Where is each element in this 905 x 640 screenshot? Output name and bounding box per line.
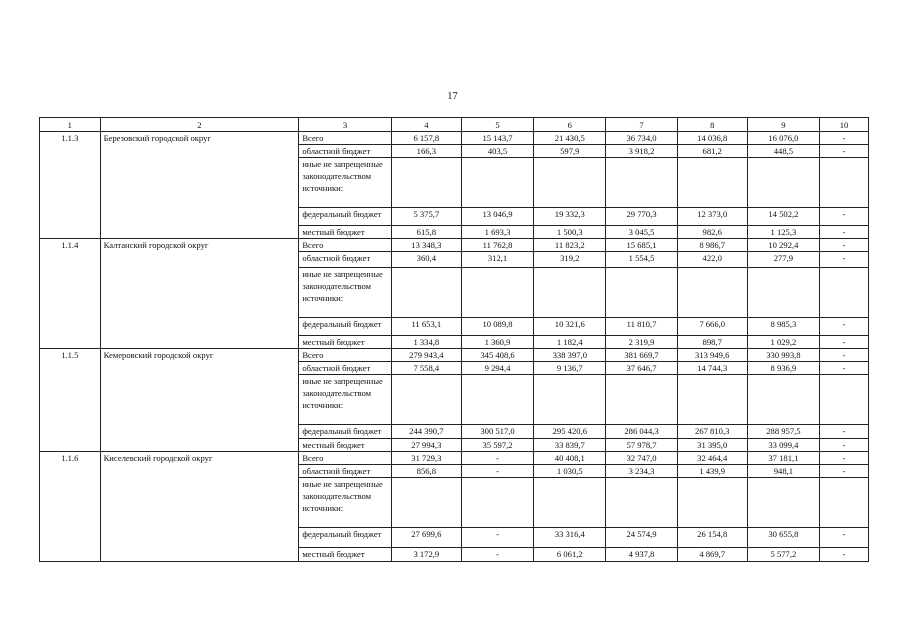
value-cell: 1 500,3 bbox=[534, 226, 606, 239]
header-cell: 9 bbox=[747, 118, 819, 132]
value-cell: 1 360,9 bbox=[461, 336, 533, 349]
value-cell: 19 332,3 bbox=[534, 208, 606, 226]
value-cell: 11 810,7 bbox=[606, 318, 677, 336]
value-cell: 448,5 bbox=[747, 145, 819, 158]
funding-source: местный бюджет bbox=[299, 336, 391, 349]
value-cell: 898,7 bbox=[677, 336, 747, 349]
value-cell: 36 734,0 bbox=[606, 132, 677, 145]
value-cell: 10 321,6 bbox=[534, 318, 606, 336]
section-number: 1.1.4 bbox=[40, 239, 101, 349]
value-cell: 26 154,8 bbox=[677, 528, 747, 548]
value-cell: - bbox=[461, 528, 533, 548]
value-cell: 277,9 bbox=[747, 252, 819, 268]
value-cell-col10: - bbox=[820, 239, 869, 252]
value-cell: 14 036,8 bbox=[677, 132, 747, 145]
funding-source: иные не запрещенные законодательством источники: bbox=[299, 268, 391, 318]
district-name: Калтанский городской округ bbox=[100, 239, 299, 349]
value-cell: 35 597,2 bbox=[461, 439, 533, 452]
value-cell: 3 172,9 bbox=[391, 548, 461, 562]
header-cell: 10 bbox=[820, 118, 869, 132]
value-cell: 1 334,8 bbox=[391, 336, 461, 349]
value-cell: 10 089,8 bbox=[461, 318, 533, 336]
value-cell: 24 574,9 bbox=[606, 528, 677, 548]
value-cell: 11 762,8 bbox=[461, 239, 533, 252]
value-cell: 3 045,5 bbox=[606, 226, 677, 239]
value-cell: 681,2 bbox=[677, 145, 747, 158]
value-cell: 27 994,3 bbox=[391, 439, 461, 452]
value-cell: 279 943,4 bbox=[391, 349, 461, 362]
value-cell: 33 839,7 bbox=[534, 439, 606, 452]
value-cell: 403,5 bbox=[461, 145, 533, 158]
value-cell: 57 978,7 bbox=[606, 439, 677, 452]
value-cell bbox=[534, 268, 606, 318]
value-cell: 1 439,9 bbox=[677, 465, 747, 478]
header-cell: 5 bbox=[461, 118, 533, 132]
value-cell-col10: - bbox=[820, 362, 869, 375]
value-cell: 295 420,6 bbox=[534, 425, 606, 439]
value-cell: 6 061,2 bbox=[534, 548, 606, 562]
district-name: Киселевский городской округ bbox=[100, 452, 299, 562]
value-cell: 13 348,3 bbox=[391, 239, 461, 252]
value-cell bbox=[677, 478, 747, 528]
value-cell: 37 181,1 bbox=[747, 452, 819, 465]
table-row bbox=[40, 132, 869, 145]
value-cell: 8 985,3 bbox=[747, 318, 819, 336]
value-cell bbox=[677, 268, 747, 318]
section-number: 1.1.5 bbox=[40, 349, 101, 452]
value-cell bbox=[606, 158, 677, 208]
funding-source: Всего bbox=[299, 132, 391, 145]
value-cell bbox=[391, 375, 461, 425]
value-cell bbox=[391, 158, 461, 208]
funding-source: федеральный бюджет bbox=[299, 208, 391, 226]
value-cell: 31 395,0 bbox=[677, 439, 747, 452]
value-cell: 12 373,0 bbox=[677, 208, 747, 226]
value-cell-col10: - bbox=[820, 226, 869, 239]
value-cell-col10: - bbox=[820, 528, 869, 548]
value-cell: - bbox=[461, 452, 533, 465]
value-cell: 33 316,4 bbox=[534, 528, 606, 548]
value-cell: 166,3 bbox=[391, 145, 461, 158]
funding-source: местный бюджет bbox=[299, 548, 391, 562]
funding-source: федеральный бюджет bbox=[299, 528, 391, 548]
value-cell-col10: - bbox=[820, 465, 869, 478]
value-cell: 948,1 bbox=[747, 465, 819, 478]
section-number: 1.1.3 bbox=[40, 132, 101, 239]
value-cell bbox=[677, 158, 747, 208]
funding-source: областной бюджет bbox=[299, 362, 391, 375]
value-cell: 13 046,9 bbox=[461, 208, 533, 226]
value-cell: 9 136,7 bbox=[534, 362, 606, 375]
value-cell: 21 430,5 bbox=[534, 132, 606, 145]
value-cell bbox=[461, 158, 533, 208]
value-cell-col10: - bbox=[820, 336, 869, 349]
value-cell: 1 030,5 bbox=[534, 465, 606, 478]
value-cell-col10: - bbox=[820, 145, 869, 158]
value-cell: 37 646,7 bbox=[606, 362, 677, 375]
value-cell: 5 577,2 bbox=[747, 548, 819, 562]
value-cell bbox=[606, 375, 677, 425]
value-cell bbox=[747, 268, 819, 318]
value-cell-col10: - bbox=[820, 349, 869, 362]
value-cell: 422,0 bbox=[677, 252, 747, 268]
value-cell: 27 699,6 bbox=[391, 528, 461, 548]
value-cell bbox=[461, 268, 533, 318]
value-cell: 345 408,6 bbox=[461, 349, 533, 362]
value-cell: 15 685,1 bbox=[606, 239, 677, 252]
page-number: 17 bbox=[447, 91, 458, 102]
value-cell bbox=[606, 478, 677, 528]
value-cell: 30 655,8 bbox=[747, 528, 819, 548]
value-cell: 32 464,4 bbox=[677, 452, 747, 465]
value-cell: 381 669,7 bbox=[606, 349, 677, 362]
value-cell: 244 390,7 bbox=[391, 425, 461, 439]
value-cell: 856,8 bbox=[391, 465, 461, 478]
header-cell: 4 bbox=[391, 118, 461, 132]
value-cell: 16 076,0 bbox=[747, 132, 819, 145]
value-cell: 31 729,3 bbox=[391, 452, 461, 465]
header-cell: 6 bbox=[534, 118, 606, 132]
value-cell-col10 bbox=[820, 268, 869, 318]
funding-source: иные не запрещенные законодательством источники: bbox=[299, 158, 391, 208]
value-cell: 982,6 bbox=[677, 226, 747, 239]
value-cell: 1 125,3 bbox=[747, 226, 819, 239]
value-cell: 1 554,5 bbox=[606, 252, 677, 268]
budget-table bbox=[39, 117, 869, 562]
value-cell bbox=[534, 375, 606, 425]
value-cell bbox=[534, 158, 606, 208]
value-cell: 14 744,3 bbox=[677, 362, 747, 375]
value-cell: 8 986,7 bbox=[677, 239, 747, 252]
funding-source: местный бюджет bbox=[299, 226, 391, 239]
value-cell: 29 770,3 bbox=[606, 208, 677, 226]
funding-source: федеральный бюджет bbox=[299, 425, 391, 439]
header-cell: 7 bbox=[606, 118, 677, 132]
funding-source: федеральный бюджет bbox=[299, 318, 391, 336]
value-cell bbox=[606, 268, 677, 318]
value-cell: 3 918,2 bbox=[606, 145, 677, 158]
value-cell: 1 029,2 bbox=[747, 336, 819, 349]
funding-source: иные не запрещенные законодательством источники: bbox=[299, 478, 391, 528]
value-cell: - bbox=[461, 465, 533, 478]
value-cell: 7 558,4 bbox=[391, 362, 461, 375]
value-cell bbox=[391, 268, 461, 318]
value-cell bbox=[677, 375, 747, 425]
value-cell-col10 bbox=[820, 158, 869, 208]
value-cell: 312,1 bbox=[461, 252, 533, 268]
value-cell: 4 937,8 bbox=[606, 548, 677, 562]
header-cell: 2 bbox=[100, 118, 299, 132]
value-cell: 1 693,3 bbox=[461, 226, 533, 239]
funding-source: областной бюджет bbox=[299, 145, 391, 158]
value-cell-col10: - bbox=[820, 132, 869, 145]
value-cell: 319,2 bbox=[534, 252, 606, 268]
value-cell-col10: - bbox=[820, 439, 869, 452]
value-cell bbox=[461, 375, 533, 425]
funding-source: областной бюджет bbox=[299, 252, 391, 268]
value-cell bbox=[534, 478, 606, 528]
header-row bbox=[40, 118, 869, 132]
value-cell: 338 397,0 bbox=[534, 349, 606, 362]
value-cell: 9 294,4 bbox=[461, 362, 533, 375]
value-cell-col10: - bbox=[820, 548, 869, 562]
value-cell: 3 234,3 bbox=[606, 465, 677, 478]
value-cell: 10 292,4 bbox=[747, 239, 819, 252]
value-cell: 14 502,2 bbox=[747, 208, 819, 226]
value-cell: 8 936,9 bbox=[747, 362, 819, 375]
district-name: Березовский городской округ bbox=[100, 132, 299, 239]
value-cell bbox=[747, 478, 819, 528]
funding-source: Всего bbox=[299, 349, 391, 362]
value-cell-col10: - bbox=[820, 452, 869, 465]
section-number: 1.1.6 bbox=[40, 452, 101, 562]
value-cell bbox=[747, 375, 819, 425]
table-row bbox=[40, 349, 869, 362]
funding-source: Всего bbox=[299, 452, 391, 465]
value-cell: 267 810,3 bbox=[677, 425, 747, 439]
value-cell: 32 747,0 bbox=[606, 452, 677, 465]
header-cell: 8 bbox=[677, 118, 747, 132]
value-cell: 300 517,0 bbox=[461, 425, 533, 439]
value-cell-col10 bbox=[820, 478, 869, 528]
value-cell: 6 157,8 bbox=[391, 132, 461, 145]
value-cell-col10: - bbox=[820, 208, 869, 226]
value-cell: 597,9 bbox=[534, 145, 606, 158]
district-name: Кемеровский городской округ bbox=[100, 349, 299, 452]
value-cell: 5 375,7 bbox=[391, 208, 461, 226]
value-cell bbox=[461, 478, 533, 528]
value-cell: 15 143,7 bbox=[461, 132, 533, 145]
value-cell: 4 869,7 bbox=[677, 548, 747, 562]
value-cell: 7 666,0 bbox=[677, 318, 747, 336]
header-cell: 3 bbox=[299, 118, 391, 132]
value-cell: 330 993,8 bbox=[747, 349, 819, 362]
value-cell-col10 bbox=[820, 375, 869, 425]
table-row bbox=[40, 239, 869, 252]
funding-source: иные не запрещенные законодательством источники: bbox=[299, 375, 391, 425]
value-cell: 2 319,9 bbox=[606, 336, 677, 349]
value-cell: 40 408,1 bbox=[534, 452, 606, 465]
value-cell: 288 957,5 bbox=[747, 425, 819, 439]
funding-source: областной бюджет bbox=[299, 465, 391, 478]
table-row bbox=[40, 452, 869, 465]
header-cell: 1 bbox=[40, 118, 101, 132]
value-cell: 11 653,1 bbox=[391, 318, 461, 336]
value-cell: 1 182,4 bbox=[534, 336, 606, 349]
value-cell-col10: - bbox=[820, 252, 869, 268]
value-cell: 286 044,3 bbox=[606, 425, 677, 439]
value-cell bbox=[391, 478, 461, 528]
value-cell: 360,4 bbox=[391, 252, 461, 268]
value-cell-col10: - bbox=[820, 425, 869, 439]
value-cell: 33 099,4 bbox=[747, 439, 819, 452]
funding-source: Всего bbox=[299, 239, 391, 252]
value-cell-col10: - bbox=[820, 318, 869, 336]
value-cell: 313 949,6 bbox=[677, 349, 747, 362]
value-cell: 11 823,2 bbox=[534, 239, 606, 252]
value-cell: - bbox=[461, 548, 533, 562]
value-cell bbox=[747, 158, 819, 208]
funding-source: местный бюджет bbox=[299, 439, 391, 452]
value-cell: 615,8 bbox=[391, 226, 461, 239]
